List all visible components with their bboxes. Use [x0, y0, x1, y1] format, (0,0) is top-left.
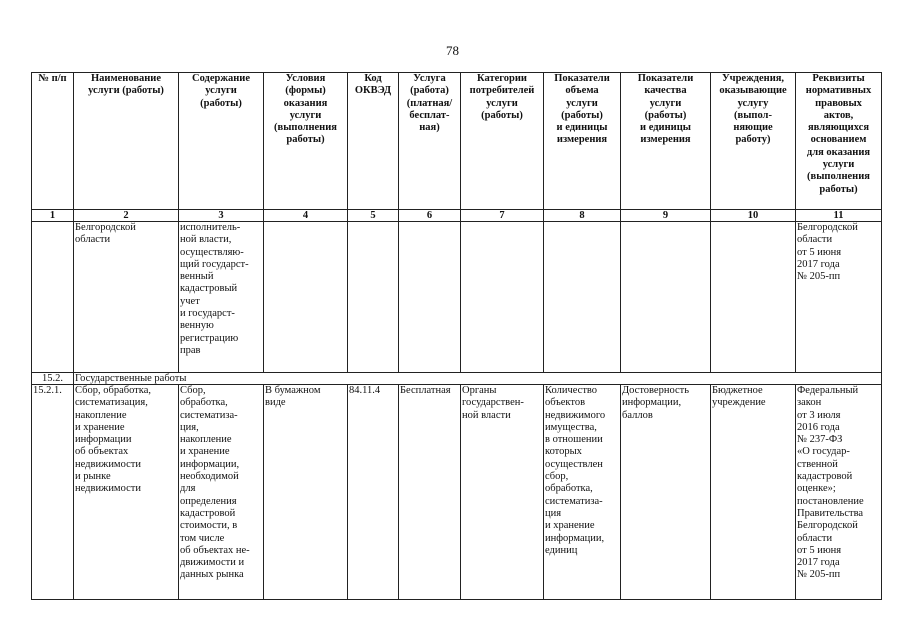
- item-okved: 84.11.4: [348, 385, 399, 600]
- item-volume-indicators: Количество объектов недвижимого имущества, в отношении которых осуществлен сбор, обработка, систематиза- ция и хранение информации, единиц: [544, 385, 621, 600]
- cont-legal-acts: Белгородской области от 5 июня 2017 года № 205-пп: [796, 222, 882, 373]
- cont-cell-5: [348, 222, 399, 373]
- cont-service-content: исполнитель- ной власти, осуществляю- щий государст- венный кадастровый учет и государст- венную регистрацию прав: [179, 222, 264, 373]
- cont-cell-1: [32, 222, 74, 373]
- services-table: [31, 72, 882, 600]
- column-number-row: [32, 210, 882, 222]
- header-row: [32, 73, 882, 210]
- cont-cell-6: [399, 222, 461, 373]
- table-row: [32, 385, 882, 600]
- item-paid-status: Бесплатная: [399, 385, 461, 600]
- col-number-6: 6: [399, 210, 461, 222]
- page-number: 78: [446, 43, 459, 58]
- header-col-6: Услуга (работа) (платная/ бесплат- ная): [399, 73, 461, 210]
- header-col-4: Условия (формы) оказания услуги (выполнения работы): [264, 73, 348, 210]
- col-number-5: 5: [348, 210, 399, 222]
- col-number-10: 10: [711, 210, 796, 222]
- cont-service-name: Белгородской области: [74, 222, 179, 373]
- col-number-11: 11: [796, 210, 882, 222]
- item-legal-acts: Федеральный закон от 3 июля 2016 года № 237-ФЗ «О государ- ственной кадастровой оценке»; постановление Правительства Белгородской области от 5 июня 2017 года № 205-пп: [796, 385, 882, 600]
- header-col-8: Показатели объема услуги (работы) и единицы измерения: [544, 73, 621, 210]
- header-col-9: Показатели качества услуги (работы) и единицы измерения: [621, 73, 711, 210]
- cont-cell-8: [544, 222, 621, 373]
- col-number-8: 8: [544, 210, 621, 222]
- col-number-3: 3: [179, 210, 264, 222]
- col-number-1: 1: [32, 210, 74, 222]
- header-col-7: Категории потребителей услуги (работы): [461, 73, 544, 210]
- header-col-2: Наименование услуги (работы): [74, 73, 179, 210]
- header-col-10: Учреждения, оказывающие услугу (выпол- няющие работу): [711, 73, 796, 210]
- cont-cell-4: [264, 222, 348, 373]
- col-number-4: 4: [264, 210, 348, 222]
- cont-cell-9: [621, 222, 711, 373]
- col-number-9: 9: [621, 210, 711, 222]
- header-col-3: Содержание услуги (работы): [179, 73, 264, 210]
- item-quality-indicators: Достоверность информации, баллов: [621, 385, 711, 600]
- item-form: В бумажном виде: [264, 385, 348, 600]
- cont-cell-10: [711, 222, 796, 373]
- item-institution: Бюджетное учреждение: [711, 385, 796, 600]
- header-col-11: Реквизиты нормативных правовых актов, являющихся основанием для оказания услуги (выполнения работы): [796, 73, 882, 210]
- item-number: 15.2.1.: [32, 385, 74, 600]
- header-col-5: Код ОКВЭД: [348, 73, 399, 210]
- section-number: 15.2.: [32, 373, 74, 385]
- item-consumers: Органы государствен- ной власти: [461, 385, 544, 600]
- col-number-2: 2: [74, 210, 179, 222]
- continuation-row: [32, 222, 882, 373]
- section-title: Государственные работы: [74, 373, 882, 385]
- item-service-name: Сбор, обработка, систематизация, накопление и хранение информации об объектах недвижимости и рынке недвижимости: [74, 385, 179, 600]
- item-service-content: Сбор, обработка, систематиза- ция, накопление и хранение информации, необходимой для определения кадастровой стоимости, в том числе об объектах не- движимости и данных рынка: [179, 385, 264, 600]
- cont-cell-7: [461, 222, 544, 373]
- col-number-7: 7: [461, 210, 544, 222]
- section-row: [32, 373, 882, 385]
- header-col-1: № п/п: [32, 73, 74, 210]
